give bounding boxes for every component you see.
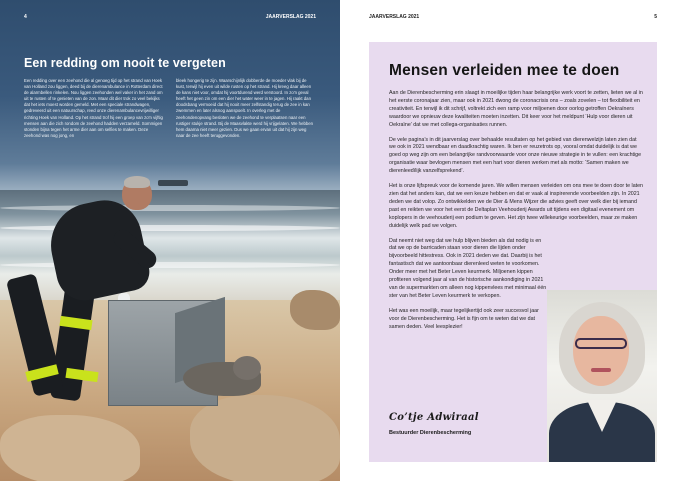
wave-line — [0, 225, 340, 231]
portrait-lips — [591, 368, 611, 372]
left-page-header — [24, 14, 316, 20]
right-page-number: 5 — [654, 14, 657, 20]
right-report-label: JAARVERSLAG 2021 — [369, 14, 420, 20]
portrait-face — [573, 316, 629, 386]
left-page-number: 4 — [24, 14, 27, 20]
author-portrait — [547, 290, 657, 462]
boat-shape — [158, 180, 188, 186]
foreword-paragraph: Dat neemt niet weg dat we hulp blijven bieden als dat nodig is en dat we op de barricaden staan voor dieren die lijden onder bijvoorbeeld hittestress. Ook in 2021 deden we dat. Daarbij is het fantastisch dat we aantoonbaar dierenleed weten te voorkomen. Onder meer met het Beter Leven keurmerk. Miljoenen kippen profiteren volgend jaar al van de historische aankondiging in 2021 van de supermarkten om alleen nog kippenvlees met minimaal één ster van het Beter Leven keurmerk te verkopen. — [389, 237, 547, 299]
left-report-label: JAARVERSLAG 2021 — [265, 14, 316, 20]
right-page — [341, 0, 681, 481]
left-page — [0, 0, 340, 481]
seal-head — [233, 356, 261, 380]
wave-line — [0, 262, 340, 268]
foreword-paragraph: De vele pagina’s in dit jaarverslag over behaalde resultaten op het gebied van dierenwelzijn laten zien dat we ook in 2021 wendbaar en daadkrachtig waren. Ik ben er reuzetrots op, vooral omdat duidelijk is dat we goed op weg zijn om een belangrijke randvoorwaarde voor onze nieuwe strategie in te vullen: een krachtige organisatie waar bevlogen mensen met een hart voor dieren werken met als motto: ‘Samen maken we dierenleedïlijk vanzelfsprekend’. — [389, 136, 642, 175]
foreword-paragraph: Het was een moeilijk, maar tegelijkertijd ook zeer succesvol jaar voor de Dierenbescherming. Het is fijn om te weten dat we dat samen deden. Veel leesplezier! — [389, 307, 539, 330]
article-column-1: Een redding over een zeehond die al genoeg tijd op het strand van Hoek van Holland zou liggen, deed bij de dierenambulance in Rotterdam direct de alarmbellen rinkelen. Nou liggen zeehonden wel vaker in het zand om uit te rusten of te genieten van de zon. Maar dit dier trok zo veel bekijks dat het iets moest worden gemeld. Met een speciale strandwagen, gedreveerd uit een natuurschap, reed onze dierenambulancevrijwilliger richting Hoek van Holland. Op het strand trof hij een groep van zo'n vijftig mensen aan die zich rondom de zeehond hadden verzameld. Sommigen stonden bijna tegen het arme dier aan om selfies te maken. Deze zeehond was nog jong, en — [24, 78, 163, 138]
sand-dune — [0, 415, 140, 481]
wave-line — [0, 205, 340, 211]
handwritten-signature: Co’tje Adwiraal — [389, 412, 479, 423]
foreword-paragraph: Het is onze lijfspreuk voor de komende jaren. We willen mensen verleiden om ons mee te doen door te laten zien dat het anders kan, dat we een keuze hebben en dat er vaak al inspirerende voorbeelden zijn. In 2021 deden we dat volop. Zo ontwikkelden we de Dier & Mens Wijzer die advies geeft over welk dier bij iemand past en reikten we voor het eerst de Deltaplan Veehouderij Awards uit tijdens een digitaal evenement om koplopers in de veehouderij een podium te geven. Het zijn twee willekeurige voorbeelden, maar ze maken duidelijk welk pad we volgen. — [389, 183, 643, 229]
left-article-columns — [24, 78, 316, 139]
glasses-icon — [575, 338, 627, 349]
sand-dune — [290, 290, 340, 330]
left-page-title: Een redding om nooit te vergeten — [24, 56, 226, 70]
sand-dune — [190, 395, 340, 481]
right-page-header — [369, 14, 657, 20]
signature-caption: Bestuurder Dierenbescherming — [389, 430, 472, 436]
foreword-panel — [369, 42, 657, 462]
foreword-paragraph: Aan de Dierenbescherming erin slaagt in moeilijke tijden haar belangrijke werk voort te zetten, lieten we al in het eerste coronajaar zien, maar ook in 2021 dwong de coronacrisis ons – zoals zovelen – tot flexibiliteit en creativiteit. En terwijl ik dit schrijf, voltrekt zich een ramp voor miljoenen door oorlog getroffen Oekraïners waardoor we opnieuw deze kwaliteiten moeten inzetten. Dit keer voor het meldpunt ‘Hulp voor dieren uit Oekraïne’ dat we met collega-organisaties runnen. — [389, 90, 643, 128]
foreword-title: Mensen verleiden mee te doen — [389, 62, 620, 79]
person-hair — [124, 176, 150, 188]
article-column-2: bleek hongerig te zijn. Waarschijnlijk dobberde de moeder vlak bij de kust, terwijl hij even uit wilde rusten op het strand. Hij kreeg daar alleen de kans niet voor, omdat hij voortdurend werd verstoord. In zo'n geval heeft het geen zin om een dier het water weer in te jagen. Hij raakt dan doodsbang vermoeid dat hij nooit meer zelfstandig terug de zee in kan zwemmen en later alsnog aanspoelt. In overleg met de zeehondenopvang besloten we de zeehond te verplaatsen naar een rustiger stukje strand. Bij de Maasvlakte werd hij vrijgelaten. We hebben hem daarna niet meer gezien. Dus we gaan ervan uit dat hij zijn weg naar de zee heeft teruggevonden. — [176, 78, 314, 138]
